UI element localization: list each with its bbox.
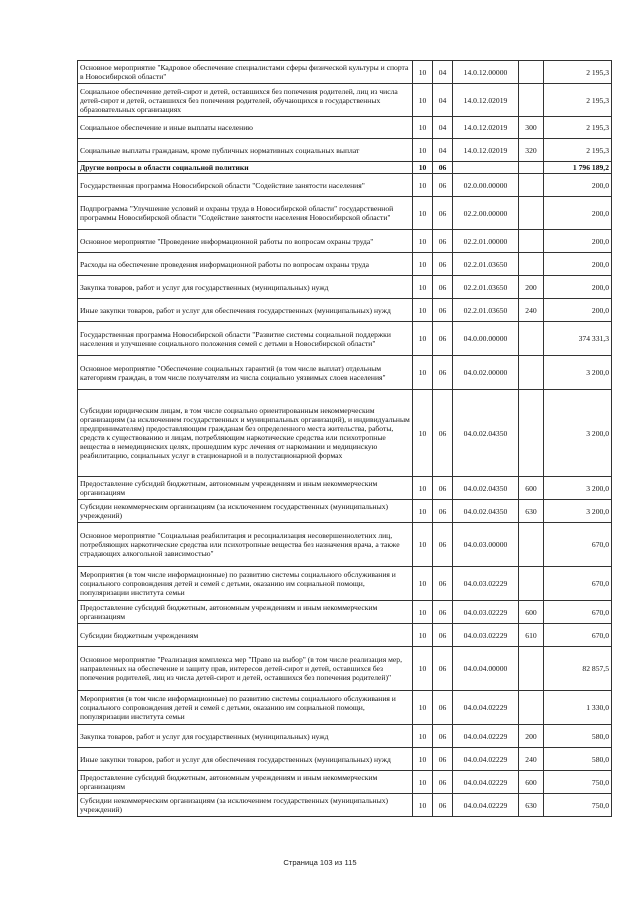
table-row — [78, 174, 612, 197]
row-target-article: 14.0.12.02019 — [453, 84, 519, 117]
table-row — [78, 356, 612, 390]
row-subsection: 06 — [433, 276, 453, 299]
row-subsection: 04 — [433, 84, 453, 117]
row-name: Другие вопросы в области социальной политики — [78, 162, 413, 174]
row-subsection: 04 — [433, 139, 453, 162]
row-section: 10 — [413, 477, 433, 500]
row-name: Основное мероприятие "Кадровое обеспечение специалистами сферы физической культуры и спорта в Новосибирской области" — [78, 61, 413, 84]
row-subsection: 06 — [433, 477, 453, 500]
row-target-article: 04.0.02.04350 — [453, 500, 519, 523]
row-subsection: 06 — [433, 725, 453, 748]
row-amount: 200,0 — [544, 276, 612, 299]
row-expense-type: 630 — [519, 794, 544, 817]
row-amount: 580,0 — [544, 725, 612, 748]
table-row — [78, 567, 612, 601]
row-target-article: 02.2.00.00000 — [453, 197, 519, 230]
row-name: Основное мероприятие "Обеспечение социальных гарантий (в том числе выплат) отдельным категориям граждан, в том числе получателям из числа социально уязвимых слоев населения" — [78, 356, 413, 390]
row-expense-type: 600 — [519, 771, 544, 794]
row-amount: 82 857,5 — [544, 647, 612, 691]
row-name: Субсидии бюджетным учреждениям — [78, 624, 413, 647]
row-expense-type — [519, 647, 544, 691]
table-row — [78, 230, 612, 253]
row-subsection: 06 — [433, 500, 453, 523]
row-section: 10 — [413, 276, 433, 299]
row-amount: 750,0 — [544, 771, 612, 794]
row-amount: 1 796 189,2 — [544, 162, 612, 174]
row-section: 10 — [413, 523, 433, 567]
row-section: 10 — [413, 794, 433, 817]
table-row — [78, 61, 612, 84]
row-subsection: 06 — [433, 691, 453, 725]
row-subsection: 06 — [433, 523, 453, 567]
row-name: Социальное обеспечение детей-сирот и детей, оставшихся без попечения родителей, лиц из числа детей-сирот и детей, оставшихся без попечения родителей, обучающихся в государственных образовательных организациях — [78, 84, 413, 117]
row-name: Мероприятия (в том числе информационные) по развитию системы социального обслуживания и социального сопровождения детей и семей с детьми, оказанию им социальной помощи, популяризации института семьи — [78, 691, 413, 725]
row-expense-type — [519, 174, 544, 197]
table-row — [78, 197, 612, 230]
row-expense-type — [519, 230, 544, 253]
row-subsection: 06 — [433, 197, 453, 230]
row-section: 10 — [413, 601, 433, 624]
row-subsection: 06 — [433, 174, 453, 197]
row-amount: 200,0 — [544, 230, 612, 253]
table-row — [78, 725, 612, 748]
row-amount: 2 195,3 — [544, 84, 612, 117]
row-section: 10 — [413, 139, 433, 162]
row-expense-type: 600 — [519, 601, 544, 624]
table-row — [78, 523, 612, 567]
row-amount: 3 200,0 — [544, 356, 612, 390]
table-row — [78, 390, 612, 477]
row-expense-type — [519, 390, 544, 477]
row-expense-type — [519, 84, 544, 117]
table-row — [78, 139, 612, 162]
row-expense-type — [519, 162, 544, 174]
row-amount: 200,0 — [544, 197, 612, 230]
row-target-article: 04.0.04.00000 — [453, 647, 519, 691]
row-target-article: 04.0.04.02229 — [453, 794, 519, 817]
row-name: Мероприятия (в том числе информационные) по развитию системы социального обслуживания и социального сопровождения детей и семей с детьми, оказанию им социальной помощи, популяризации института семьи — [78, 567, 413, 601]
row-amount: 670,0 — [544, 567, 612, 601]
row-target-article: 04.0.04.02229 — [453, 748, 519, 771]
row-amount: 670,0 — [544, 523, 612, 567]
row-amount: 580,0 — [544, 748, 612, 771]
row-section: 10 — [413, 162, 433, 174]
row-subsection: 06 — [433, 356, 453, 390]
row-amount: 2 195,3 — [544, 139, 612, 162]
row-section: 10 — [413, 322, 433, 356]
row-expense-type: 300 — [519, 117, 544, 139]
table-row — [78, 477, 612, 500]
row-subsection: 06 — [433, 299, 453, 322]
row-subsection: 06 — [433, 322, 453, 356]
row-section: 10 — [413, 567, 433, 601]
row-target-article: 02.2.01.03650 — [453, 253, 519, 276]
table-row — [78, 794, 612, 817]
row-expense-type: 600 — [519, 477, 544, 500]
row-amount: 1 330,0 — [544, 691, 612, 725]
row-name: Субсидии юридическим лицам, в том числе социально ориентированным некоммерческим организациям (за исключением государственных и муниципальных организаций), и индивидуальным предпринимателям) предоставляющим гражданам без определенного места жительства, работы, средств к существованию и лицам, потребляющим наркотические средства или психотропные вещества в немедицинских целях, прошедшим курс лечения от наркомании и медицинскую реабилитацию, социальных услуг в стационарной и в полустационарной формах — [78, 390, 413, 477]
row-name: Субсидии некоммерческим организациям (за исключением государственных (муниципальных) учреждений) — [78, 794, 413, 817]
row-subsection: 06 — [433, 624, 453, 647]
row-target-article: 02.0.00.00000 — [453, 174, 519, 197]
row-expense-type — [519, 523, 544, 567]
row-amount: 3 200,0 — [544, 390, 612, 477]
row-name: Предоставление субсидий бюджетным, автономным учреждениям и иным некоммерческим организациям — [78, 771, 413, 794]
table-row — [78, 253, 612, 276]
row-expense-type — [519, 253, 544, 276]
row-subsection: 06 — [433, 253, 453, 276]
page-footer: Страница 103 из 115 — [283, 858, 357, 867]
row-name: Иные закупки товаров, работ и услуг для обеспечения государственных (муниципальных) нужд — [78, 299, 413, 322]
row-target-article: 14.0.12.02019 — [453, 117, 519, 139]
row-expense-type — [519, 61, 544, 84]
row-subsection: 06 — [433, 748, 453, 771]
row-section: 10 — [413, 647, 433, 691]
row-target-article: 04.0.04.02229 — [453, 771, 519, 794]
row-target-article: 14.0.12.00000 — [453, 61, 519, 84]
row-section: 10 — [413, 174, 433, 197]
row-subsection: 04 — [433, 61, 453, 84]
row-expense-type: 320 — [519, 139, 544, 162]
row-section: 10 — [413, 748, 433, 771]
row-section: 10 — [413, 299, 433, 322]
row-section: 10 — [413, 197, 433, 230]
row-target-article: 02.2.01.03650 — [453, 276, 519, 299]
row-target-article: 04.0.03.02229 — [453, 567, 519, 601]
table-row — [78, 647, 612, 691]
row-amount: 200,0 — [544, 174, 612, 197]
table-row — [78, 162, 612, 174]
row-target-article: 04.0.03.02229 — [453, 601, 519, 624]
row-expense-type — [519, 691, 544, 725]
row-section: 10 — [413, 725, 433, 748]
row-target-article: 04.0.02.00000 — [453, 356, 519, 390]
row-amount: 670,0 — [544, 624, 612, 647]
row-target-article: 04.0.03.00000 — [453, 523, 519, 567]
row-section: 10 — [413, 771, 433, 794]
row-expense-type: 610 — [519, 624, 544, 647]
row-target-article: 14.0.12.02019 — [453, 139, 519, 162]
row-target-article: 04.0.00.00000 — [453, 322, 519, 356]
table-row — [78, 691, 612, 725]
budget-table — [77, 60, 612, 817]
row-amount: 200,0 — [544, 253, 612, 276]
row-name: Расходы на обеспечение проведения информационной работы по вопросам охраны труда — [78, 253, 413, 276]
row-subsection: 06 — [433, 567, 453, 601]
row-name: Предоставление субсидий бюджетным, автономным учреждениям и иным некоммерческим организациям — [78, 601, 413, 624]
table-row — [78, 601, 612, 624]
row-name: Основное мероприятие "Проведение информационной работы по вопросам охраны труда" — [78, 230, 413, 253]
table-row — [78, 276, 612, 299]
row-section: 10 — [413, 356, 433, 390]
row-subsection: 06 — [433, 230, 453, 253]
row-section: 10 — [413, 84, 433, 117]
row-subsection: 06 — [433, 647, 453, 691]
budget-table-body — [78, 61, 612, 817]
row-target-article: 04.0.02.04350 — [453, 477, 519, 500]
row-subsection: 04 — [433, 117, 453, 139]
table-row — [78, 624, 612, 647]
table-row — [78, 500, 612, 523]
row-expense-type: 630 — [519, 500, 544, 523]
row-amount: 2 195,3 — [544, 61, 612, 84]
row-name: Предоставление субсидий бюджетным, автономным учреждениям и иным некоммерческим организациям — [78, 477, 413, 500]
row-target-article: 04.0.03.02229 — [453, 624, 519, 647]
table-row — [78, 117, 612, 139]
row-section: 10 — [413, 390, 433, 477]
row-section: 10 — [413, 253, 433, 276]
row-expense-type: 200 — [519, 725, 544, 748]
row-amount: 2 195,3 — [544, 117, 612, 139]
row-name: Основное мероприятие "Реализация комплекса мер "Право на выбор" (в том числе реализация мер, направленных на обеспечение и защиту прав, интересов детей-сирот и детей, оставшихся без попечения родителей, лиц из числа детей-сирот и детей, оставшихся без попечения родителей)" — [78, 647, 413, 691]
row-target-article: 02.2.01.03650 — [453, 299, 519, 322]
row-subsection: 06 — [433, 162, 453, 174]
row-subsection: 06 — [433, 390, 453, 477]
row-name: Субсидии некоммерческим организациям (за исключением государственных (муниципальных) учреждений) — [78, 500, 413, 523]
row-amount: 374 331,3 — [544, 322, 612, 356]
row-name: Иные закупки товаров, работ и услуг для обеспечения государственных (муниципальных) нужд — [78, 748, 413, 771]
row-amount: 750,0 — [544, 794, 612, 817]
row-target-article — [453, 162, 519, 174]
row-expense-type: 240 — [519, 748, 544, 771]
row-target-article: 04.0.04.02229 — [453, 691, 519, 725]
row-name: Государственная программа Новосибирской области "Содействие занятости населения" — [78, 174, 413, 197]
row-section: 10 — [413, 624, 433, 647]
row-name: Закупка товаров, работ и услуг для государственных (муниципальных) нужд — [78, 276, 413, 299]
row-subsection: 06 — [433, 771, 453, 794]
table-row — [78, 299, 612, 322]
row-name: Закупка товаров, работ и услуг для государственных (муниципальных) нужд — [78, 725, 413, 748]
row-name: Социальное обеспечение и иные выплаты населению — [78, 117, 413, 139]
row-expense-type — [519, 197, 544, 230]
row-amount: 200,0 — [544, 299, 612, 322]
row-subsection: 06 — [433, 601, 453, 624]
row-section: 10 — [413, 500, 433, 523]
row-section: 10 — [413, 691, 433, 725]
table-row — [78, 84, 612, 117]
table-row — [78, 771, 612, 794]
row-expense-type — [519, 356, 544, 390]
row-expense-type: 240 — [519, 299, 544, 322]
row-amount: 3 200,0 — [544, 477, 612, 500]
row-expense-type — [519, 567, 544, 601]
row-amount: 3 200,0 — [544, 500, 612, 523]
row-section: 10 — [413, 230, 433, 253]
row-expense-type — [519, 322, 544, 356]
row-subsection: 06 — [433, 794, 453, 817]
row-name: Государственная программа Новосибирской области "Развитие системы социальной поддержки населения и улучшение социального положения семей с детьми в Новосибирской области" — [78, 322, 413, 356]
row-section: 10 — [413, 117, 433, 139]
row-target-article: 04.0.02.04350 — [453, 390, 519, 477]
row-amount: 670,0 — [544, 601, 612, 624]
table-row — [78, 322, 612, 356]
row-target-article: 02.2.01.00000 — [453, 230, 519, 253]
row-name: Социальные выплаты гражданам, кроме публичных нормативных социальных выплат — [78, 139, 413, 162]
row-target-article: 04.0.04.02229 — [453, 725, 519, 748]
row-name: Основное мероприятие "Социальная реабилитация и ресоциализация несовершеннолетних лиц, потребляющих наркотические средства или психотропные вещества без назначения врача, а также страдающих алкогольной зависимостью" — [78, 523, 413, 567]
table-row — [78, 748, 612, 771]
row-name: Подпрограмма "Улучшение условий и охраны труда в Новосибирской области" государственной программы Новосибирской области "Содействие занятости населения Новосибирской области" — [78, 197, 413, 230]
row-expense-type: 200 — [519, 276, 544, 299]
row-section: 10 — [413, 61, 433, 84]
